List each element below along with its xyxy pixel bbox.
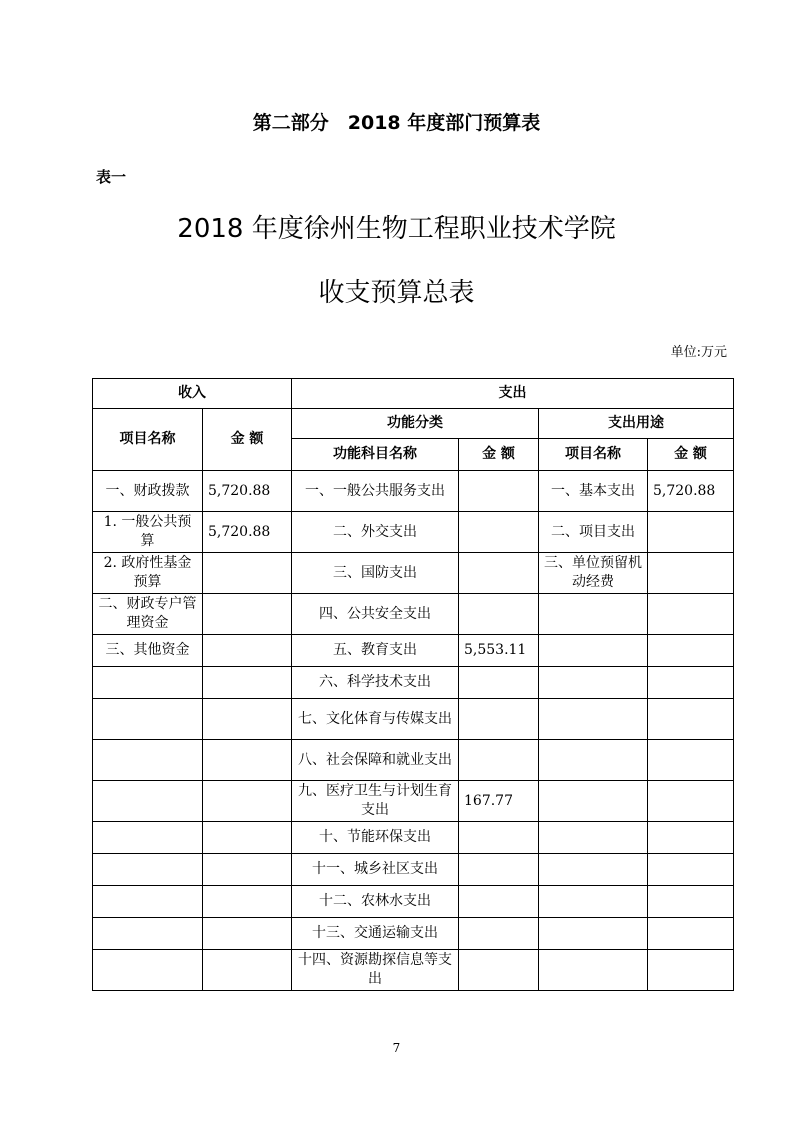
main-title: 2018 年度徐州生物工程职业技术学院 xyxy=(177,214,616,244)
table-row xyxy=(93,594,734,635)
use-item-cell: 二、项目支出 xyxy=(539,512,648,553)
income-amount-cell: 5,720.88 xyxy=(203,471,292,512)
table-row xyxy=(93,740,734,781)
use-amount-cell xyxy=(648,740,734,781)
function-item-cell: 八、社会保障和就业支出 xyxy=(292,740,459,781)
header-row-2 xyxy=(93,409,734,439)
use-item-cell xyxy=(539,781,648,822)
income-amount-cell xyxy=(203,950,292,991)
income-item-cell: 二、财政专户管理资金 xyxy=(93,594,203,635)
use-amount-header: 金 额 xyxy=(648,439,734,471)
table-row xyxy=(93,950,734,991)
income-item-cell xyxy=(93,781,203,822)
table-row xyxy=(93,918,734,950)
use-amount-cell xyxy=(648,512,734,553)
use-amount-cell xyxy=(648,667,734,699)
table-label: 表一 xyxy=(96,168,127,186)
function-item-cell: 十一、城乡社区支出 xyxy=(292,854,459,886)
use-amount-cell: 5,720.88 xyxy=(648,471,734,512)
income-header: 收入 xyxy=(93,379,292,409)
use-amount-cell xyxy=(648,553,734,594)
expense-header: 支出 xyxy=(292,379,734,409)
function-item-cell: 十二、农林水支出 xyxy=(292,886,459,918)
table-row xyxy=(93,699,734,740)
table-row xyxy=(93,822,734,854)
table-row xyxy=(93,781,734,822)
income-amount-cell xyxy=(203,667,292,699)
use-item-cell xyxy=(539,918,648,950)
function-item-cell: 七、文化体育与传媒支出 xyxy=(292,699,459,740)
function-item-cell: 一、一般公共服务支出 xyxy=(292,471,459,512)
income-amount-cell: 5,720.88 xyxy=(203,512,292,553)
income-item-cell xyxy=(93,822,203,854)
income-amount-cell xyxy=(203,886,292,918)
header-row-1 xyxy=(93,379,734,409)
income-amount-cell xyxy=(203,854,292,886)
income-item-name-header: 项目名称 xyxy=(93,409,203,471)
income-item-cell: 一、财政拨款 xyxy=(93,471,203,512)
use-item-cell xyxy=(539,854,648,886)
function-item-cell: 十四、资源勘探信息等支出 xyxy=(292,950,459,991)
table-row xyxy=(93,854,734,886)
use-amount-cell xyxy=(648,594,734,635)
use-amount-cell xyxy=(648,635,734,667)
function-amount-cell: 167.77 xyxy=(459,781,539,822)
income-amount-header: 金 额 xyxy=(203,409,292,471)
function-amount-cell xyxy=(459,950,539,991)
function-amount-cell xyxy=(459,553,539,594)
function-subject-header: 功能科目名称 xyxy=(292,439,459,471)
budget-summary-table xyxy=(92,378,734,991)
use-item-cell xyxy=(539,822,648,854)
income-item-cell: 1. 一般公共预算 xyxy=(93,512,203,553)
expense-use-header: 支出用途 xyxy=(539,409,734,439)
use-amount-cell xyxy=(648,822,734,854)
use-amount-cell xyxy=(648,781,734,822)
income-amount-cell xyxy=(203,918,292,950)
income-item-cell xyxy=(93,918,203,950)
function-class-header: 功能分类 xyxy=(292,409,539,439)
table-row xyxy=(93,667,734,699)
income-amount-cell xyxy=(203,740,292,781)
page-number: 7 xyxy=(392,1041,401,1055)
use-item-cell: 三、单位预留机动经费 xyxy=(539,553,648,594)
income-item-cell xyxy=(93,950,203,991)
income-amount-cell xyxy=(203,822,292,854)
use-item-cell xyxy=(539,740,648,781)
function-item-cell: 九、医疗卫生与计划生育支出 xyxy=(292,781,459,822)
function-amount-cell xyxy=(459,854,539,886)
table-row xyxy=(93,512,734,553)
section-title: 第二部分 2018 年度部门预算表 xyxy=(252,112,541,134)
table-row xyxy=(93,635,734,667)
table-row xyxy=(93,553,734,594)
function-item-cell: 五、教育支出 xyxy=(292,635,459,667)
income-amount-cell xyxy=(203,635,292,667)
function-item-cell: 十、节能环保支出 xyxy=(292,822,459,854)
table-row xyxy=(93,886,734,918)
income-item-cell xyxy=(93,699,203,740)
use-item-cell xyxy=(539,667,648,699)
sub-title: 收支预算总表 xyxy=(318,278,475,308)
use-item-header: 项目名称 xyxy=(539,439,648,471)
table-row xyxy=(93,471,734,512)
income-amount-cell xyxy=(203,594,292,635)
function-amount-cell xyxy=(459,699,539,740)
income-item-cell xyxy=(93,667,203,699)
function-amount-cell xyxy=(459,918,539,950)
use-amount-cell xyxy=(648,854,734,886)
use-item-cell xyxy=(539,699,648,740)
use-item-cell xyxy=(539,594,648,635)
use-amount-cell xyxy=(648,950,734,991)
function-item-cell: 十三、交通运输支出 xyxy=(292,918,459,950)
income-item-cell xyxy=(93,854,203,886)
function-amount-cell xyxy=(459,822,539,854)
use-amount-cell xyxy=(648,699,734,740)
income-amount-cell xyxy=(203,781,292,822)
use-amount-cell xyxy=(648,886,734,918)
function-item-cell: 二、外交支出 xyxy=(292,512,459,553)
use-item-cell xyxy=(539,886,648,918)
function-amount-header: 金 额 xyxy=(459,439,539,471)
unit-label: 单位:万元 xyxy=(670,345,727,360)
use-amount-cell xyxy=(648,918,734,950)
use-item-cell: 一、基本支出 xyxy=(539,471,648,512)
function-amount-cell xyxy=(459,594,539,635)
income-amount-cell xyxy=(203,553,292,594)
income-item-cell xyxy=(93,886,203,918)
function-amount-cell xyxy=(459,471,539,512)
income-amount-cell xyxy=(203,699,292,740)
income-item-cell: 2. 政府性基金预算 xyxy=(93,553,203,594)
function-amount-cell xyxy=(459,667,539,699)
function-item-cell: 六、科学技术支出 xyxy=(292,667,459,699)
function-amount-cell: 5,553.11 xyxy=(459,635,539,667)
use-item-cell xyxy=(539,950,648,991)
function-amount-cell xyxy=(459,886,539,918)
income-item-cell: 三、其他资金 xyxy=(93,635,203,667)
income-item-cell xyxy=(93,740,203,781)
function-amount-cell xyxy=(459,512,539,553)
function-item-cell: 三、国防支出 xyxy=(292,553,459,594)
function-amount-cell xyxy=(459,740,539,781)
function-item-cell: 四、公共安全支出 xyxy=(292,594,459,635)
use-item-cell xyxy=(539,635,648,667)
